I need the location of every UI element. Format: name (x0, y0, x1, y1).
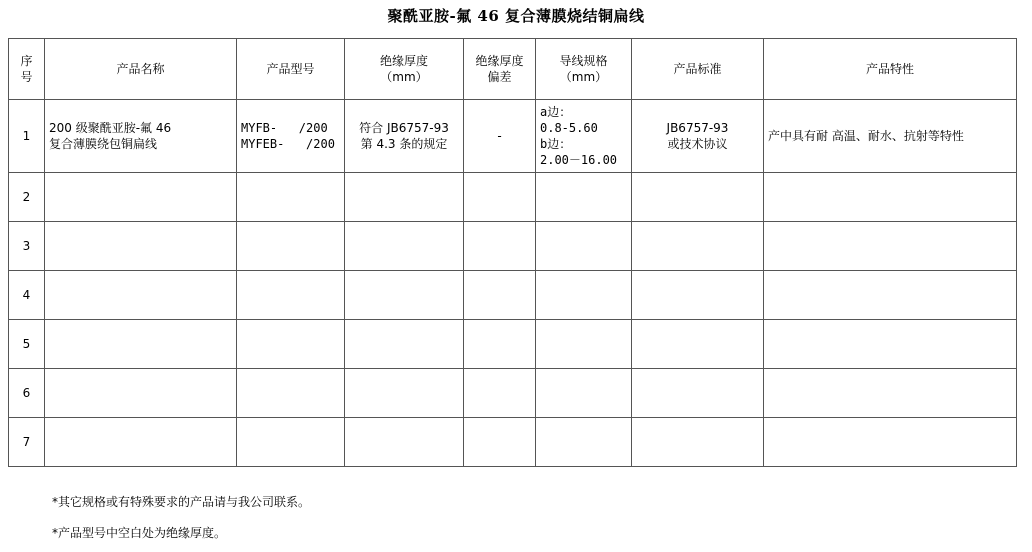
footnote-contact: *其它规格或有特殊要求的产品请与我公司联系。 (52, 495, 311, 509)
cell-insulation-thickness: 符合 JB6757-93 第 4.3 条的规定 (345, 100, 464, 173)
cell-seq: 1 (9, 100, 45, 173)
cell-product-standard: JB6757-93 或技术协议 (632, 100, 764, 173)
table-row (9, 418, 1017, 467)
header-wire-spec: 导线规格 （mm） (536, 39, 632, 100)
table-row (9, 173, 1017, 222)
header-thickness-deviation: 绝缘厚度 偏差 (464, 39, 536, 100)
footnote-model-blank: *产品型号中空白处为绝缘厚度。 (52, 526, 227, 540)
cell-seq: 7 (9, 418, 45, 467)
table-row (9, 271, 1017, 320)
cell-product-name: 200 级聚酰亚胺-氟 46 复合薄膜绕包铜扁线 (45, 100, 237, 173)
header-seq: 序 号 (9, 39, 45, 100)
cell-seq: 4 (9, 271, 45, 320)
table-header-row (9, 39, 1017, 100)
cell-seq: 3 (9, 222, 45, 271)
cell-wire-spec: a边： 0.8-5.60 b边： 2.00－16.00 (536, 100, 632, 173)
table-row (9, 222, 1017, 271)
table-row (9, 369, 1017, 418)
table-row (9, 320, 1017, 369)
product-spec-table (8, 38, 1017, 467)
cell-seq: 6 (9, 369, 45, 418)
header-product-name: 产品名称 (45, 39, 237, 100)
table-row (9, 100, 1017, 173)
header-product-standard: 产品标准 (632, 39, 764, 100)
header-product-feature: 产品特性 (764, 39, 1017, 100)
cell-seq: 2 (9, 173, 45, 222)
header-insulation-thickness: 绝缘厚度 （mm） (345, 39, 464, 100)
header-product-model: 产品型号 (237, 39, 345, 100)
document-title: 聚酰亚胺-氟 46 复合薄膜烧结铜扁线 (387, 7, 645, 25)
cell-product-feature: 产中具有耐 高温、耐水、抗射等特性 (764, 100, 1017, 173)
cell-product-model: MYFB- /200 MYFEB- /200 (237, 100, 345, 173)
cell-seq: 5 (9, 320, 45, 369)
cell-thickness-deviation: - (464, 100, 536, 173)
